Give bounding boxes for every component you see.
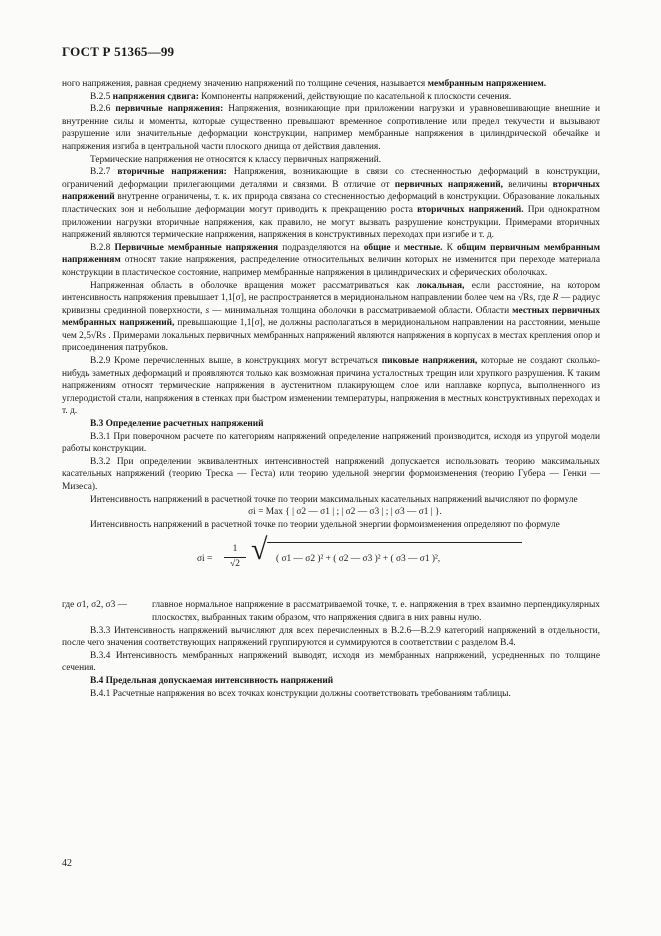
term: общие xyxy=(363,242,391,253)
formula-lhs: σi = xyxy=(197,554,213,565)
where-definition: главное нормальное напряжение в рассматриваемой точке, т. е. напряжения в трех взаимно перпендикулярных плоскостях, выбранных таким образом, что напряжения сдвига в них равны нулю. xyxy=(152,600,600,623)
text: Напряжения, возникающие при приложении нагрузки и уравновешивающие внешние и внутренние силы и моменты, которые существенно превышают временное сопротивление или предел текучести и вызывают разрушение или значительные деформации конструкции, например мембранные напряжения в цилиндрической обечайке и напряжения изгиба в центральной части плоского днища от действия давления. xyxy=(62,104,600,152)
term: вторичных напряжений. xyxy=(417,204,524,215)
text: относят такие напряжения, распределение относительных величин которых не изменится при переходе материала конструкции в пластическое состояние, например мембранные напряжения в цилиндрических и сферических оболочках. xyxy=(62,255,600,278)
text: величины xyxy=(502,179,553,190)
paragraph-b27 xyxy=(62,166,600,242)
where-clause xyxy=(62,599,600,624)
page-number: 42 xyxy=(62,858,72,869)
term: напряжения сдвига: xyxy=(112,91,199,102)
text: К xyxy=(442,242,457,253)
text: которые не создают сколько-нибудь заметных деформаций и проявляются только как возможная причина усталостных трещин или хрупкого разрушения. К таким напряжениям относят термические напряжения в аустенитном плакирующем слое или наплавке корпуса, выполненного из углеродистой стали, напряжения в стенках при быстром изменении температуры, напряжения в местных конструктивных переходах и т. д. xyxy=(62,356,600,417)
term: общим первичным мембранным напряжениям xyxy=(62,242,600,266)
term: местных первичных мембранных напряжений, xyxy=(62,305,600,329)
paragraph: Интенсивность напряжений в расчетной точке по теории максимальных касательных напряжений вычисляют по формуле xyxy=(90,494,578,505)
term: пиковые напряжения, xyxy=(381,356,478,367)
text: ного напряжения, равная среднему значению напряжений по толщине сечения, называется xyxy=(62,79,428,89)
paragraph xyxy=(62,280,600,356)
paragraph-b33: В.3.3 Интенсивность напряжений вычисляют для всех перечисленных в В.2.6—В.2.9 категорий напряжений в отдельности, после чего значения соответствующих напряжений группируются и суммируются в соответствии с разделом В.4. xyxy=(62,625,600,649)
fraction-denominator: √2 xyxy=(230,558,240,569)
text: внутренне ограничены, т. к. их природа связана со стесненностью деформаций в конструкции. Образование локальных пластических зон и небольшие деформации могут приводить к прекращению роста xyxy=(62,192,600,215)
term: вторичных напряжений xyxy=(62,179,600,203)
paragraph-b34: В.3.4 Интенсивность мембранных напряжений выводят, исходя из мембранных напряжений, усредненных по толщине сечения. xyxy=(62,650,600,674)
text: В.2.9 Кроме перечисленных выше, в конструкциях могут встречаться xyxy=(90,356,382,367)
text: — радиус кривизны срединной поверхности, xyxy=(62,293,601,316)
term: местные. xyxy=(403,242,443,253)
term: вторичные напряжения: xyxy=(117,167,227,178)
term: локальная, xyxy=(416,280,465,291)
text: В.2.8 xyxy=(90,242,115,253)
formula-fraction xyxy=(224,543,246,570)
section-heading-b4: В.4 Предельная допускаемая интенсивность напряжений xyxy=(90,675,334,686)
term: первичные напряжения: xyxy=(115,104,224,115)
text: Компоненты напряжений, действующие по касательной к плоскости сечения. xyxy=(198,91,512,102)
where-symbols: где σ1, σ2, σ3 — xyxy=(62,600,127,611)
text: превышающие 1,1[σ], не должны располагаться в меридиональном направлении на расстоянии, меньше чем 2,5√Rs . Примерами локальных первичных мембранных напряжений являются напряжения в корпусах в местах крепления опор и присоединения патрубков. xyxy=(62,318,600,354)
text: подразделяются на xyxy=(278,242,364,253)
text: В.2.7 xyxy=(90,167,118,178)
document-body xyxy=(62,78,600,700)
text: Напряжения, возникающие в связи со стесненностью деформаций в конструкции, ограничений деформации прилегающими деталями и связями. В отличие от xyxy=(62,167,600,190)
paragraph-b32: В.3.2 При определении эквивалентных интенсивностей напряжений допускается использовать теорию максимальных касательных напряжений (теорию Треска — Геста) или теорию удельной энергии формоизменения (теорию Губера — Генки — Мизеса). xyxy=(62,456,600,492)
paragraph-b41: В.4.1 Расчетные напряжения во всех точках конструкции должны соответствовать требованиям таблицы. xyxy=(90,688,511,699)
paragraph-b25 xyxy=(62,91,600,104)
symbol: R xyxy=(552,293,559,304)
text: В.2.6 xyxy=(90,104,116,115)
term: Первичные мембранные напряжения xyxy=(114,242,279,253)
paragraph-b31: В.3.1 При поверочном расчете по категориям напряжений определение напряжений производится, исходя из упругой модели работы конструкции. xyxy=(62,431,600,455)
paragraph: Термические напряжения не относятся к классу первичных напряжений. xyxy=(90,154,382,165)
formula-radicand: ( σ1 — σ2 )² + ( σ2 — σ3 )² + ( σ3 — σ1 )², xyxy=(276,554,441,565)
text: В.2.5 xyxy=(90,91,113,102)
term: мембранным напряжением. xyxy=(427,79,547,89)
paragraph xyxy=(62,78,600,91)
paragraph-b29 xyxy=(62,355,600,418)
formula-mises xyxy=(62,533,600,595)
paragraph: Интенсивность напряжений в расчетной точке по теории удельной энергии формоизменения определяют по формуле xyxy=(90,519,560,530)
paragraph-b28 xyxy=(62,242,600,280)
term: первичных напряжений, xyxy=(394,179,503,190)
sqrt-bar xyxy=(267,542,522,543)
symbol: s xyxy=(205,305,210,316)
section-heading-b3: В.3 Определение расчетных напряжений xyxy=(90,419,264,430)
paragraph-b26 xyxy=(62,103,600,153)
formula-tresca: σi = Max { | σ2 — σ1 | ; | σ2 — σ3 | ; | σ3 — σ1 | }. xyxy=(248,507,442,518)
document-header: ГОСТ Р 51365—99 xyxy=(62,44,175,59)
text: — минимальная толщина оболочки в рассматриваемой области. Области xyxy=(209,305,513,316)
sqrt-sign: √ xyxy=(251,533,268,567)
text: и xyxy=(390,242,404,253)
fraction-numerator: 1 xyxy=(224,543,246,558)
text: Напряженная область в оболочке вращения может рассматриваться как xyxy=(90,280,417,291)
text: если расстояние, на котором интенсивность напряжения превышает 1,1[σ], не распространяется в меридиональном направлении более чем на √Rs, где xyxy=(62,280,600,304)
text: При однократном приложении нагрузки вторичные напряжения, как правило, не могут вызвать разрушение конструкции. Примерами вторичных напряжений являются термические напряжения, напряжения в конструктивных переходах при изгибе и т. д. xyxy=(62,204,600,241)
